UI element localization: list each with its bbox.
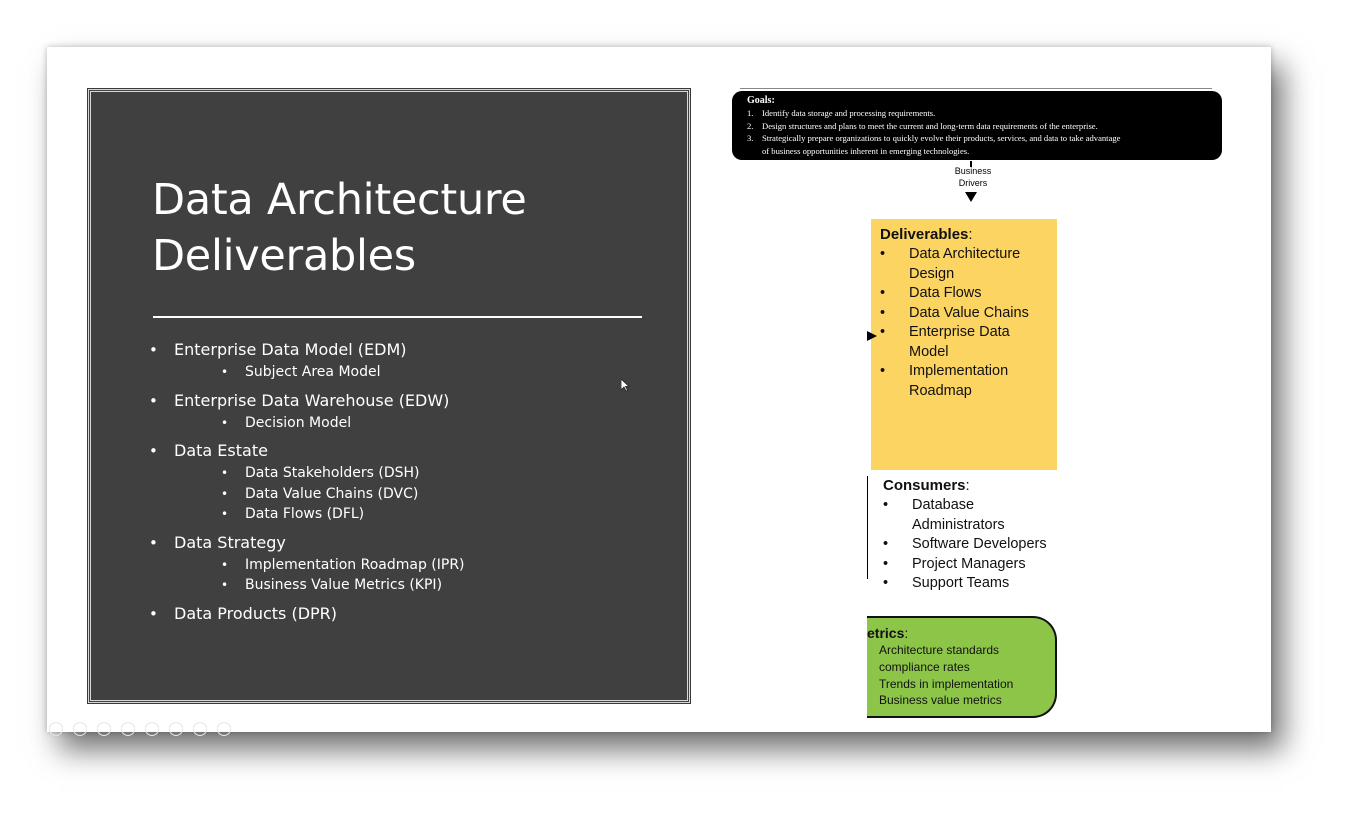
- deliverable-item: • Enterprise Data Model: [880, 323, 1049, 362]
- goal-item: [747, 107, 1210, 120]
- zoom-icon[interactable]: [169, 722, 183, 736]
- bullet-label: Data Products (DPR): [174, 603, 338, 623]
- consumer-item: • Software Developers: [883, 535, 1067, 555]
- goal-item: [747, 132, 1210, 145]
- metric-item: compliance rates: [879, 659, 970, 674]
- diagram-top-rule: [740, 88, 1212, 89]
- goal-number: 1.: [747, 108, 754, 118]
- slides-grid-icon[interactable]: [145, 722, 159, 736]
- bullet-item: [149, 531, 669, 596]
- goal-number: 2.: [747, 120, 754, 131]
- consumers-box: [867, 476, 1067, 591]
- slideshow-toolbar[interactable]: [49, 722, 231, 736]
- goal-text: Strategically prepare organizations to quickly evolve their products, services, and data to take advantage: [762, 133, 1121, 143]
- goals-title: [747, 95, 1210, 107]
- goal-text: Design structures and plans to meet the current and long-term data requirements of the enterprise.: [762, 120, 1098, 131]
- deliverable-item: • Implementation Roadmap: [880, 362, 1049, 401]
- consumers-title: [883, 476, 1067, 496]
- bullet-label: Data Strategy: [174, 532, 286, 552]
- deliverable-item: • Data Flows: [880, 284, 1049, 304]
- more-options-icon[interactable]: [217, 722, 231, 736]
- deliverables-title: [880, 225, 1049, 245]
- goals-title-text: Goals: [747, 95, 772, 106]
- metrics-title: [867, 624, 1055, 642]
- sub-bullet-item: • Data Value Chains (DVC): [174, 484, 669, 505]
- goals-list: [747, 107, 1210, 157]
- subtitles-icon[interactable]: [193, 722, 207, 736]
- consumers-title-colon: :: [965, 477, 970, 494]
- bullet-item: [149, 439, 669, 525]
- sub-bullet-item: • Implementation Roadmap (IPR): [174, 555, 669, 576]
- goal-text: of business opportunities inherent in emerging technologies.: [762, 145, 970, 156]
- title-divider: [153, 316, 642, 318]
- metrics-box: [867, 616, 1057, 718]
- sub-bullet-item: • Subject Area Model: [174, 362, 669, 383]
- sub-bullet-item: • Business Value Metrics (KPI): [174, 575, 669, 596]
- metric-item: Architecture standards: [879, 643, 1000, 657]
- deliverables-box: [871, 219, 1057, 470]
- pointer-icon[interactable]: [121, 722, 135, 736]
- goals-title-colon: :: [771, 95, 775, 106]
- previous-slide-icon[interactable]: [49, 722, 63, 736]
- bullet-label: Data Estate: [174, 441, 268, 460]
- drivers-label-line-1: Business: [954, 166, 992, 176]
- metrics-list: [867, 642, 1055, 709]
- metric-item: Trends in implementation: [879, 676, 1014, 691]
- consumer-item: • Project Managers: [883, 555, 1067, 575]
- business-drivers-label: [948, 165, 998, 189]
- sub-bullet-item: • Decision Model: [174, 413, 669, 434]
- metrics-title-text: etrics: [867, 625, 905, 641]
- bullet-label: Enterprise Data Warehouse (EDW): [174, 390, 450, 410]
- deliverables-title-text: Deliverables: [880, 226, 969, 243]
- slide-title: [152, 172, 632, 284]
- deliverables-list: [880, 245, 1049, 401]
- consumer-item: • Support Teams: [883, 574, 1067, 594]
- deliverable-item: • Data Architecture Design: [880, 245, 1049, 284]
- sub-bullet-item: • Data Stakeholders (DSH): [174, 463, 669, 484]
- goal-item: [747, 145, 1210, 158]
- bullet-item: [149, 389, 669, 434]
- goal-number: 3.: [747, 133, 754, 143]
- next-slide-icon[interactable]: [73, 722, 87, 736]
- metric-item: Business value metrics: [879, 693, 1002, 708]
- goals-box: [732, 91, 1222, 160]
- consumer-item: • Database Administrators: [883, 496, 1067, 535]
- bullet-item: [149, 602, 669, 626]
- deliverables-title-colon: :: [968, 226, 973, 243]
- consumers-list: [883, 496, 1067, 594]
- arrow-down-icon: [965, 192, 977, 202]
- bullet-label: Enterprise Data Model (EDM): [174, 340, 407, 359]
- title-panel: [88, 89, 690, 703]
- pen-icon[interactable]: [97, 722, 111, 736]
- deliverable-item: • Data Value Chains: [880, 304, 1049, 324]
- consumers-title-text: Consumers: [883, 477, 966, 494]
- metrics-title-colon: :: [904, 625, 909, 641]
- goal-item: [747, 120, 1210, 133]
- goal-text: Identify data storage and processing requirements.: [762, 108, 936, 118]
- drivers-label-line-2: Drivers: [958, 178, 988, 188]
- arrow-right-icon: [867, 331, 877, 341]
- slide-title-line-1: Data Architecture: [152, 175, 527, 225]
- sub-bullet-item: • Data Flows (DFL): [174, 504, 669, 525]
- bullet-item: [149, 338, 669, 383]
- deliverables-bullet-list: [149, 332, 669, 626]
- slide-title-line-2: Deliverables: [152, 231, 416, 281]
